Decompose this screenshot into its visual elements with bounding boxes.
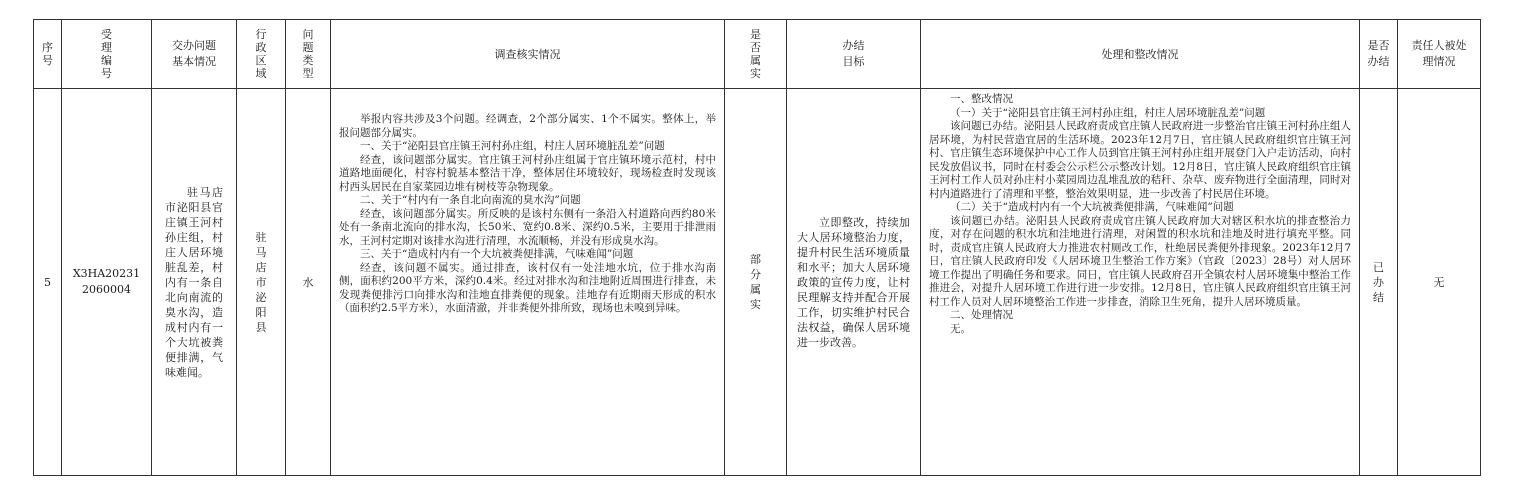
cell-responsible: 无 — [1398, 89, 1481, 476]
handling-paragraph: 无。 — [950, 322, 971, 335]
cell-goal: 立即整改，持续加大人居环境整治力度，提升村民生活环境质量和水平；加大人居环境政策的宣传力度，让村民理解支持并配合开展工作，切实维护村民合法权益，确保人居环境进一步改善。 — [787, 89, 921, 476]
header-is-true: 是否属实 — [725, 20, 787, 89]
cell-closed: 已办结 — [1360, 89, 1398, 476]
cell-receipt-no: X3HA202312060004 — [62, 89, 152, 476]
cell-type: 水 — [286, 89, 331, 476]
cell-problem: 驻马店市泌阳县官庄镇王河村孙庄组，村庄人居环境脏乱差，村内有一条自北向南流的臭水沟，造成村内有一个大坑被粪便排满，气味难闻。 — [152, 89, 237, 476]
investigation-paragraph: 一、关于“泌阳县官庄镇王河村孙庄组，村庄人居环境脏乱差”问题 — [360, 140, 665, 152]
cell-investigation — [331, 89, 725, 476]
cell-district: 驻马店市泌阳县 — [237, 89, 286, 476]
investigation-paragraph: 经查，该问题部分属实。所反映的是该村东侧有一条沿入村道路向西约80米处有一条南北流向的排水沟，长50米、宽约0.8米、深约0.5米，主要用于排泄雨水，王河村定期对该排水沟进行清理，水流顺畅，并没有形成臭水沟。 — [339, 207, 716, 247]
investigation-paragraph: 二、关于“村内有一条自北向南流的臭水沟”问题 — [360, 194, 581, 206]
cell-handling — [921, 89, 1360, 476]
header-responsible: 责任人被处理情况 — [1398, 20, 1481, 89]
handling-paragraph: （二）关于“造成村内有一个大坑被粪便排满，气味难闻”问题 — [950, 201, 1234, 213]
handling-paragraph: 该问题已办结。泌阳县人民政府责成官庄镇人民政府加大对辖区积水坑的排查整治力度，对存在问题的积水坑和洼地进行清理，对闲置的积水坑和洼地及时进行填充平整。同时，责成官庄镇人民政府大力推进农村厕改工作，杜绝居民粪便外排现象。2023年12月7日，官庄镇人民政府印发《人居环境卫生整治工作方案》（官政〔2023〕28号）对人居环境工作提出了明确任务和要求。同日，官庄镇人民政府召开全镇农村人居环境集中整治工作推进会，对提升人居环境工作进行进一步安排。12月8日，官庄镇人民政府组织官庄镇王河村工作人员对人居环境整治工作进一步排查，消除卫生死角，提升人居环境质量。 — [929, 214, 1351, 308]
header-district: 行政区域 — [237, 20, 286, 89]
header-row — [34, 20, 1481, 89]
header-investigation: 调查核实情况 — [331, 20, 725, 89]
header-seq: 序号 — [34, 20, 62, 89]
investigation-paragraph: 经查，该问题不属实。通过排查，该村仅有一处洼地水坑，位于排水沟南侧，面积约200平方米，深约0.4米。经过对排水沟和洼地附近周围进行排查，未发现粪便排污口向排水沟和洼地直排粪便的现象。洼地存有近期雨天形成的积水（面积约2.5平方米），水面清澈，并非粪便外排所致，现场也未嗅到异味。 — [339, 261, 716, 314]
header-handling: 处理和整改情况 — [921, 20, 1360, 89]
case-table — [33, 19, 1481, 476]
investigation-paragraph: 举报内容共涉及3个问题。经调查，2个部分属实、1个不属实。整体上，举报问题部分属实。 — [339, 113, 716, 139]
table-row — [34, 89, 1481, 476]
header-receipt-no: 受理编号 — [62, 20, 152, 89]
cell-is-true: 部分属实 — [725, 89, 787, 476]
header-closed: 是否办结 — [1360, 20, 1398, 89]
header-goal: 办结目标 — [787, 20, 921, 89]
investigation-paragraph: 经查，该问题部分属实。官庄镇王河村孙庄组属于官庄镇环境示范村，村中道路地面硬化，村容村貌基本整洁干净，整体居住环境较好，现场检查时发现该村西头居民在自家菜园边堆有树枝等杂物现象。 — [339, 153, 716, 193]
handling-paragraph: 一、整改情况 — [950, 93, 1013, 105]
header-problem: 交办问题基本情况 — [152, 20, 237, 89]
header-type: 问题类型 — [286, 20, 331, 89]
handling-paragraph: 二、处理情况 — [950, 309, 1013, 321]
investigation-text — [339, 113, 716, 316]
handling-text — [929, 93, 1351, 336]
investigation-paragraph: 三、关于“造成村内有一个大坑被粪便排满，气味难闻”问题 — [360, 248, 634, 260]
handling-paragraph: （一）关于“泌阳县官庄镇王河村孙庄组，村庄人居环境脏乱差”问题 — [950, 106, 1266, 119]
cell-seq: 5 — [34, 89, 62, 476]
handling-paragraph: 该问题已办结。泌阳县人民政府责成官庄镇人民政府进一步整治官庄镇王河村孙庄组人居环境，为村民营造宜居的生活环境。2023年12月7日，官庄镇人民政府组织官庄镇王河村、官庄镇生态环境保护中心工作人员到官庄镇王河村孙庄组开展登门入户走访活动，向村民发放倡议书，同时在村委会公示栏公示整改计划。12月8日，官庄镇人民政府组织官庄镇王河村工作人员对孙庄村小菜园周边乱堆乱放的秸秆、杂草、废弃物进行全面清理，同时对村内道路进行了清理和平整，整治效果明显，进一步改善了村民居住环境。 — [929, 120, 1351, 200]
